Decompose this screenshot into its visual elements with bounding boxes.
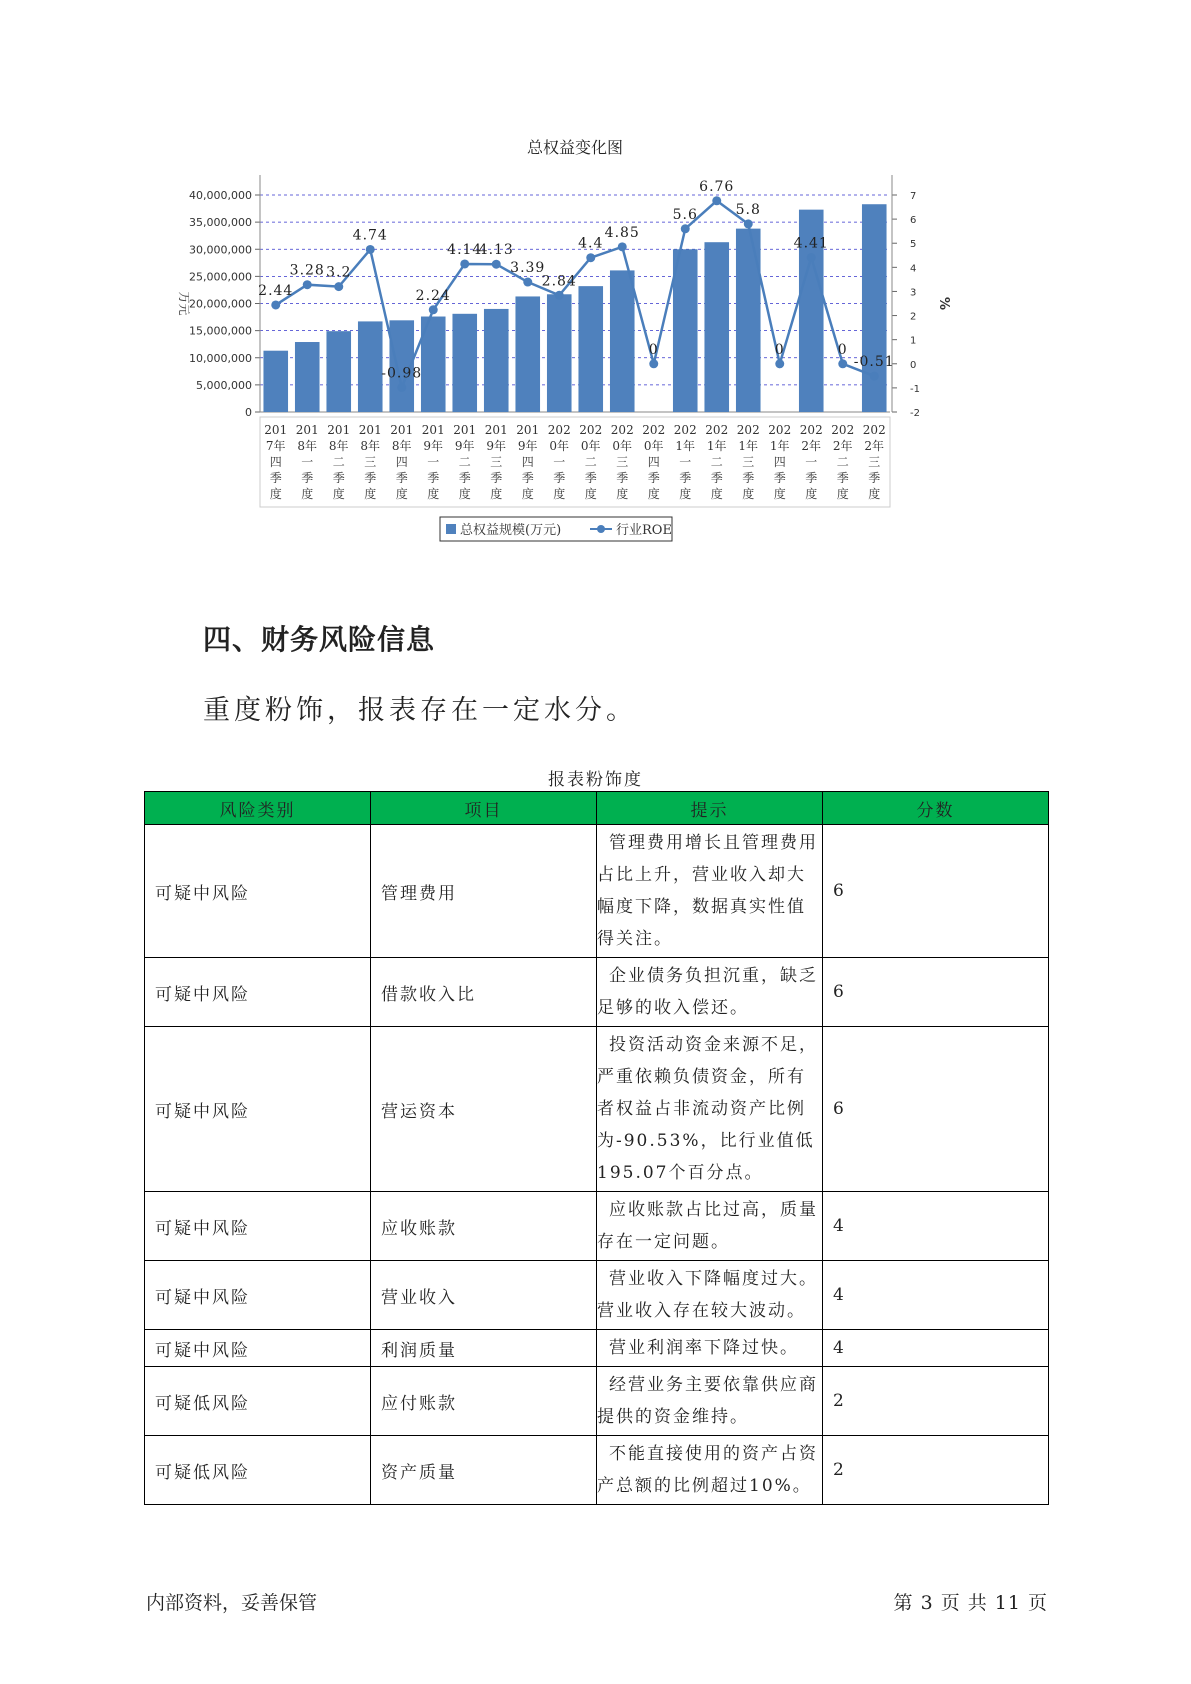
tip-text: 管理费用增长且管理费用占比上升，营业收入却大幅度下降，数据真实性值得关注。 [597,833,818,949]
header-tip: 提示 [597,792,823,825]
y-right-axis-label: % [936,296,951,311]
x-tick-label: 201 [421,423,445,437]
x-tick-label: 8年 [297,439,318,453]
x-tick-label: 二 [584,455,597,469]
x-tick-label: 202 [768,423,792,437]
x-tick-label: 季 [301,471,314,485]
y-left-axis-label: 万元 [177,291,191,316]
roe-data-label: 0 [648,341,659,358]
x-tick-label: 度 [521,487,534,501]
y-right-tick-label: 7 [910,191,917,202]
table-row [145,958,1049,1027]
x-tick-label: 三 [364,455,377,469]
y-right-tick-label: 0 [910,359,917,371]
roe-data-label: 5.6 [672,206,698,223]
cell-score: 6 [823,958,1049,1027]
roe-data-label: 4.85 [604,224,640,241]
x-tick-label: 季 [490,471,503,485]
roe-point [744,219,753,228]
legend-bar-label: 总权益规模(万元) [460,523,562,538]
x-tick-label: 9年 [486,439,507,453]
x-tick-label: 度 [584,487,597,501]
footer-page-number: 第 3 页 共 11 页 [893,1592,1048,1614]
header-score: 分数 [823,792,1049,825]
x-tick-label: 季 [773,471,786,485]
x-tick-label: 1年 [738,439,759,453]
x-tick-label: 四 [395,455,408,469]
bar [452,314,477,412]
roe-data-label: 5.8 [735,201,761,218]
cell-score: 2 [823,1436,1049,1505]
roe-data-label: 2.44 [258,282,294,299]
x-tick-label: 一 [805,455,818,469]
roe-point [334,282,343,291]
bar [515,296,540,412]
roe-point [775,359,784,368]
tip-text: 不能直接使用的资产占资产总额的比例超过10%。 [597,1444,818,1496]
legend-line-label: 行业ROE [616,523,672,538]
cell-score: 2 [823,1367,1049,1436]
x-tick-label: 季 [710,471,723,485]
y-left-tick-label: 30,000,000 [189,243,252,257]
x-tick-label: 季 [458,471,471,485]
cell-score: 4 [823,1330,1049,1367]
cell-tip [597,1330,823,1367]
x-tick-label: 0年 [643,439,664,453]
x-tick-label: 2年 [832,439,853,453]
bar [736,229,761,412]
y-right-tick-label: 6 [910,215,917,227]
y-left-tick-label: 10,000,000 [189,351,252,365]
x-tick-label: 季 [805,471,818,485]
roe-point [649,359,658,368]
x-tick-label: 9年 [454,439,475,453]
x-tick-label: 度 [364,487,377,501]
equity-chart [150,135,1050,595]
cell-category: 可疑中风险 [145,1261,371,1330]
cell-score: 4 [823,1261,1049,1330]
x-label-box [260,417,890,507]
roe-data-label: 4.74 [352,227,388,244]
section-heading: 四、财务风险信息 [203,623,436,656]
tip-text: 企业债务负担沉重，缺乏足够的收入偿还。 [597,966,818,1018]
x-tick-label: 一 [553,455,566,469]
x-tick-label: 201 [327,423,351,437]
x-tick-label: 二 [332,455,345,469]
x-tick-label: 三 [616,455,629,469]
x-tick-label: 季 [868,471,881,485]
cell-category: 可疑中风险 [145,958,371,1027]
roe-point [712,196,721,205]
cell-item: 营业收入 [371,1261,597,1330]
cell-score: 6 [823,1027,1049,1192]
bar [358,321,383,412]
x-tick-label: 二 [458,455,471,469]
table-row [145,1192,1049,1261]
x-tick-label: 202 [831,423,855,437]
x-tick-label: 202 [610,423,634,437]
risk-summary: 重度粉饰，报表存在一定水分。 [203,695,637,726]
bar [547,294,572,412]
cell-item: 营运资本 [371,1027,597,1192]
cell-tip [597,1367,823,1436]
table-row [145,1367,1049,1436]
x-tick-label: 度 [490,487,503,501]
footer-confidential: 内部资料，妥善保管 [146,1592,318,1614]
legend-bar-swatch [446,524,456,534]
y-right-tick-label: 3 [910,287,917,299]
x-tick-label: 8年 [360,439,381,453]
y-left-tick-label: 20,000,000 [189,297,252,311]
cell-item: 资产质量 [371,1436,597,1505]
equity-chart-svg [150,135,1050,595]
bar [704,242,729,412]
x-tick-label: 201 [453,423,477,437]
cell-category: 可疑低风险 [145,1436,371,1505]
x-tick-label: 季 [553,471,566,485]
x-tick-label: 201 [358,423,382,437]
x-tick-label: 201 [264,423,288,437]
roe-point [618,242,627,251]
header-category: 风险类别 [145,792,371,825]
x-tick-label: 度 [301,487,314,501]
x-tick-label: 季 [364,471,377,485]
x-tick-label: 季 [616,471,629,485]
bar [578,286,603,412]
x-tick-label: 202 [799,423,823,437]
x-tick-label: 2年 [801,439,822,453]
cell-item: 利润质量 [371,1330,597,1367]
x-tick-label: 2年 [864,439,885,453]
x-tick-label: 201 [484,423,508,437]
cell-category: 可疑中风险 [145,1192,371,1261]
roe-data-label: 3.28 [289,262,325,279]
roe-data-label: 4.14 [447,241,483,258]
tip-text: 营业收入下降幅度过大。营业收入存在较大波动。 [597,1269,818,1321]
cell-item: 借款收入比 [371,958,597,1027]
x-tick-label: 度 [742,487,755,501]
cell-category: 可疑中风险 [145,825,371,958]
tip-text: 应收账款占比过高，质量存在一定问题。 [597,1200,818,1252]
cell-category: 可疑中风险 [145,1027,371,1192]
x-tick-label: 季 [521,471,534,485]
cell-tip [597,1436,823,1505]
x-tick-label: 二 [836,455,849,469]
x-tick-label: 四 [521,455,534,469]
table-row [145,1261,1049,1330]
cell-category: 可疑低风险 [145,1367,371,1436]
x-tick-label: 四 [773,455,786,469]
y-left-tick-label: 0 [245,406,252,419]
bar [326,331,351,412]
roe-point [555,291,564,300]
y-right-tick-label: 4 [910,263,917,275]
x-tick-label: 一 [301,455,314,469]
table-row [145,1330,1049,1367]
roe-data-label: -0.51 [853,354,895,371]
x-tick-label: 202 [673,423,697,437]
x-tick-label: 三 [490,455,503,469]
x-tick-label: 季 [836,471,849,485]
roe-data-label: 4.41 [793,235,829,252]
x-tick-label: 季 [647,471,660,485]
x-tick-label: 度 [647,487,660,501]
x-tick-label: 季 [679,471,692,485]
roe-point [586,253,595,262]
x-tick-label: 度 [553,487,566,501]
x-tick-label: 201 [295,423,319,437]
x-tick-label: 度 [395,487,408,501]
x-tick-label: 度 [332,487,345,501]
x-tick-label: 一 [427,455,440,469]
roe-data-label: 0 [837,341,848,358]
cell-tip [597,958,823,1027]
x-tick-label: 9年 [517,439,538,453]
table-row [145,1027,1049,1192]
x-tick-label: 季 [332,471,345,485]
x-tick-label: 度 [679,487,692,501]
tip-text: 营业利润率下降过快。 [609,1338,799,1358]
x-tick-label: 度 [836,487,849,501]
cell-score: 4 [823,1192,1049,1261]
roe-data-label: 4.4 [578,235,604,252]
x-tick-label: 202 [736,423,760,437]
x-tick-label: 度 [616,487,629,501]
y-right-tick-label: 1 [910,335,917,347]
table-row [145,1436,1049,1505]
x-tick-label: 四 [647,455,660,469]
roe-point [807,253,816,262]
x-tick-label: 度 [773,487,786,501]
y-right-tick-label: -1 [910,383,920,395]
cell-item: 管理费用 [371,825,597,958]
risk-table [144,791,1049,1505]
header-item: 项目 [371,792,597,825]
bar [295,342,320,412]
tip-text: 经营业务主要依靠供应商提供的资金维持。 [597,1375,818,1427]
x-tick-label: 1年 [769,439,790,453]
cell-category: 可疑中风险 [145,1330,371,1367]
y-right-tick-label: 5 [910,239,917,251]
roe-data-label: 6.76 [699,178,735,195]
roe-point [366,245,375,254]
roe-point [397,383,406,392]
roe-point [492,260,501,269]
table-caption: 报表粉饰度 [548,770,643,790]
roe-point [870,372,879,381]
roe-point [681,224,690,233]
roe-point [838,359,847,368]
roe-point [523,278,532,287]
x-tick-label: 8年 [391,439,412,453]
cell-item: 应收账款 [371,1192,597,1261]
x-tick-label: 7年 [265,439,286,453]
x-tick-label: 季 [269,471,282,485]
roe-data-label: 3.2 [326,264,352,281]
cell-tip [597,1261,823,1330]
x-tick-label: 三 [868,455,881,469]
y-right-tick-label: -2 [910,408,920,419]
x-tick-label: 202 [579,423,603,437]
cell-tip [597,1192,823,1261]
x-tick-label: 季 [584,471,597,485]
x-tick-label: 0年 [549,439,570,453]
x-tick-label: 1年 [706,439,727,453]
y-left-tick-label: 5,000,000 [196,378,252,392]
roe-point [271,300,280,309]
y-left-tick-label: 25,000,000 [189,270,252,284]
x-tick-label: 季 [395,471,408,485]
x-tick-label: 202 [705,423,729,437]
x-tick-label: 9年 [423,439,444,453]
x-tick-label: 季 [742,471,755,485]
x-tick-label: 1年 [675,439,696,453]
roe-data-label: 2.24 [415,287,451,304]
cell-score: 6 [823,825,1049,958]
x-tick-label: 202 [547,423,571,437]
x-tick-label: 三 [742,455,755,469]
roe-point [429,305,438,314]
tip-text: 投资活动资金来源不足，严重依赖负债资金，所有者权益占非流动资产比例为-90.53%，比行业值低195.07个百分点。 [597,1035,818,1183]
x-tick-label: 度 [805,487,818,501]
bar [484,309,509,412]
x-tick-label: 二 [710,455,723,469]
roe-point [460,259,469,268]
x-tick-label: 201 [390,423,414,437]
bar [862,204,887,412]
y-left-tick-label: 35,000,000 [189,216,252,230]
x-tick-label: 度 [868,487,881,501]
x-tick-label: 202 [862,423,886,437]
legend-line-marker [597,525,605,533]
cell-tip [597,1027,823,1192]
roe-data-label: 3.39 [510,260,546,277]
bar [610,270,635,412]
roe-point [303,280,312,289]
x-tick-label: 8年 [328,439,349,453]
x-tick-label: 一 [679,455,692,469]
x-tick-label: 202 [642,423,666,437]
x-tick-label: 度 [427,487,440,501]
x-tick-label: 度 [269,487,282,501]
table-row [145,825,1049,958]
x-tick-label: 0年 [580,439,601,453]
bar [673,249,698,412]
bar [263,351,288,412]
x-tick-label: 季 [427,471,440,485]
x-tick-label: 度 [458,487,471,501]
roe-data-label: 2.84 [541,273,577,290]
chart-title: 总权益变化图 [526,138,624,157]
x-tick-label: 201 [516,423,540,437]
roe-data-label: 0 [774,341,785,358]
roe-data-label: 4.13 [478,242,514,259]
cell-item: 应付账款 [371,1367,597,1436]
x-tick-label: 0年 [612,439,633,453]
y-left-tick-label: 40,000,000 [189,189,252,202]
table-header-row [145,792,1049,825]
y-right-tick-label: 2 [910,311,917,323]
roe-data-label: -0.98 [381,365,423,382]
cell-tip [597,825,823,958]
x-tick-label: 四 [269,455,282,469]
y-left-tick-label: 15,000,000 [189,324,252,338]
x-tick-label: 度 [710,487,723,501]
